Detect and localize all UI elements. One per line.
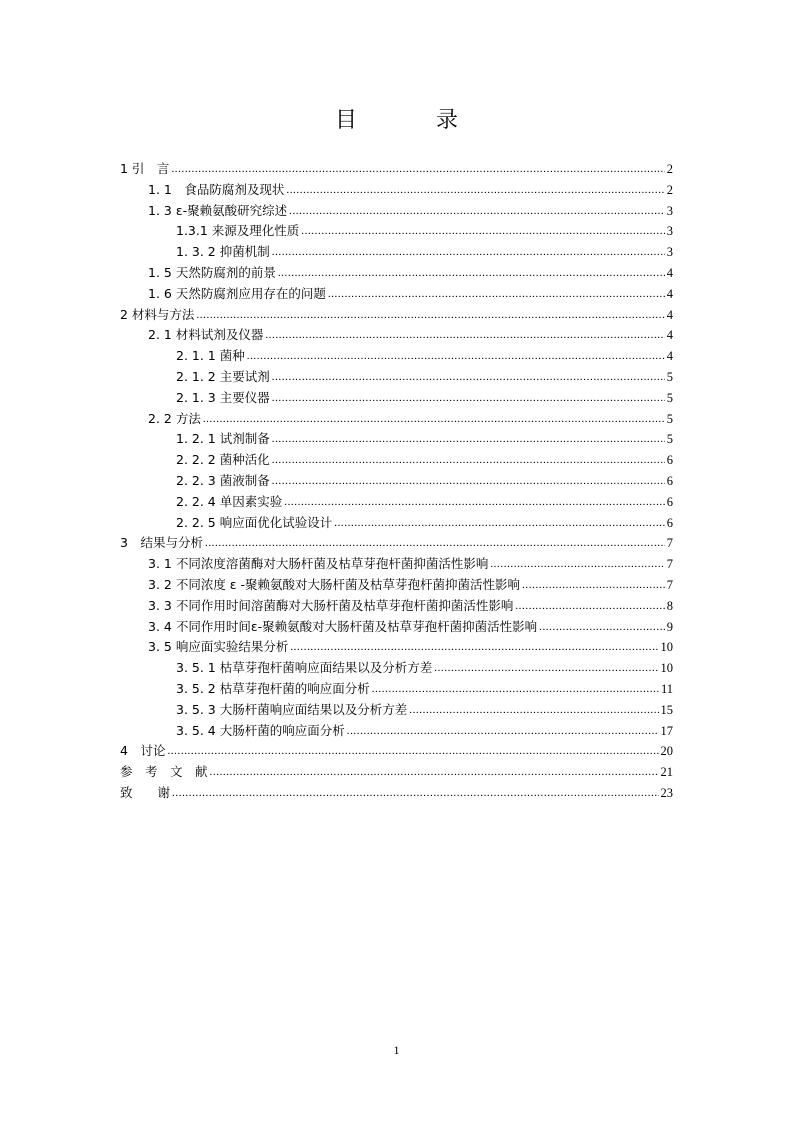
toc-leader-dots xyxy=(203,409,665,430)
toc-leader-dots xyxy=(522,575,665,596)
toc-entry[interactable] xyxy=(120,346,673,367)
toc-entry-label: 2. 2. 3 菌液制备 xyxy=(176,472,270,488)
toc-entry-label: 3. 4 不同作用时间ε-聚赖氨酸对大肠杆菌及枯草芽孢杆菌抑菌活性影响 xyxy=(148,618,538,634)
toc-entry-page: 4 xyxy=(666,286,673,301)
toc-leader-dots xyxy=(196,305,664,326)
toc-entry-page: 3 xyxy=(666,203,673,218)
toc-leader-dots xyxy=(290,637,658,658)
toc-leader-dots xyxy=(272,471,665,492)
toc-leader-dots xyxy=(167,741,658,762)
toc-entry-page: 4 xyxy=(666,307,673,322)
toc-entry-label: 1. 3 ε-聚赖氨酸研究综述 xyxy=(148,202,288,218)
toc-entry-page: 17 xyxy=(660,723,673,738)
toc-entry-label: 3. 1 不同浓度溶菌酶对大肠杆菌及枯草芽孢杆菌抑菌活性影响 xyxy=(148,556,489,572)
toc-entry[interactable] xyxy=(120,596,673,617)
toc-leader-dots xyxy=(434,658,658,679)
toc-entry-page: 5 xyxy=(666,390,673,405)
toc-entry-page: 10 xyxy=(660,640,673,655)
toc-entry[interactable] xyxy=(120,305,673,326)
toc-entry-label: 2. 2 方法 xyxy=(148,410,201,426)
toc-entry[interactable] xyxy=(120,221,673,242)
toc-entry-label: 1. 3. 2 抑菌机制 xyxy=(176,244,270,260)
toc-leader-dots xyxy=(278,263,665,284)
toc-entry[interactable] xyxy=(120,159,673,180)
toc-entry-label: 参 考 文 献 xyxy=(120,764,208,780)
toc-entry[interactable] xyxy=(120,762,673,783)
toc-entry-page: 6 xyxy=(666,473,673,488)
toc-entry-page: 6 xyxy=(666,453,673,468)
toc-entry[interactable] xyxy=(120,367,673,388)
toc-entry-label: 3. 5. 2 枯草芽孢杆菌的响应面分析 xyxy=(176,680,370,696)
table-of-contents xyxy=(120,159,673,804)
toc-leader-dots xyxy=(289,201,665,222)
toc-entry[interactable] xyxy=(120,658,673,679)
toc-entry[interactable] xyxy=(120,450,673,471)
toc-entry-page: 15 xyxy=(660,702,673,717)
toc-entry-page: 7 xyxy=(666,536,673,551)
toc-entry-label: 2. 1. 1 菌种 xyxy=(176,348,245,364)
toc-entry[interactable] xyxy=(120,637,673,658)
toc-entry[interactable] xyxy=(120,180,673,201)
toc-entry[interactable] xyxy=(120,679,673,700)
toc-leader-dots xyxy=(265,325,664,346)
toc-leader-dots xyxy=(347,721,659,742)
toc-entry-page: 21 xyxy=(660,765,673,780)
toc-entry-label: 3. 5 响应面实验结果分析 xyxy=(148,639,289,655)
toc-entry-label: 1 引 言 xyxy=(120,161,170,176)
toc-leader-dots xyxy=(372,679,659,700)
toc-entry[interactable] xyxy=(120,721,673,742)
toc-leader-dots xyxy=(247,346,665,367)
toc-entry[interactable] xyxy=(120,700,673,721)
toc-entry-page: 9 xyxy=(666,619,673,634)
toc-entry-page: 20 xyxy=(660,744,673,759)
toc-leader-dots xyxy=(272,388,665,409)
toc-entry-label: 2. 2. 4 单因素实验 xyxy=(176,493,283,509)
toc-leader-dots xyxy=(539,617,665,638)
toc-entry[interactable] xyxy=(120,492,673,513)
toc-leader-dots xyxy=(272,450,665,471)
toc-entry-page: 11 xyxy=(660,681,673,696)
toc-entry[interactable] xyxy=(120,617,673,638)
toc-leader-dots xyxy=(210,762,659,783)
toc-entry-label: 2. 1. 2 主要试剂 xyxy=(176,368,270,384)
toc-entry-page: 5 xyxy=(666,369,673,384)
toc-entry-label: 1. 2. 1 试剂制备 xyxy=(176,431,270,447)
toc-entry[interactable] xyxy=(120,325,673,346)
toc-entry-page: 4 xyxy=(666,265,673,280)
page-number: 1 xyxy=(393,1043,400,1057)
toc-entry[interactable] xyxy=(120,242,673,263)
toc-leader-dots xyxy=(328,284,665,305)
toc-leader-dots xyxy=(301,221,664,242)
toc-entry-page: 3 xyxy=(666,245,673,260)
toc-entry-label: 4 讨论 xyxy=(120,743,166,759)
toc-entry-label: 致 谢 xyxy=(120,784,171,800)
toc-entry[interactable] xyxy=(120,409,673,430)
toc-entry-page: 5 xyxy=(666,411,673,426)
toc-entry-page: 7 xyxy=(666,577,673,592)
toc-leader-dots xyxy=(334,513,665,534)
toc-entry-label: 1. 1 食品防腐剂及现状 xyxy=(148,181,285,197)
toc-entry-page: 10 xyxy=(660,661,673,676)
toc-entry-page: 6 xyxy=(666,494,673,509)
toc-entry-page: 2 xyxy=(666,182,673,197)
toc-entry-label: 2. 2. 2 菌种活化 xyxy=(176,452,270,468)
page-title: 目 录 xyxy=(335,108,494,133)
toc-entry-label: 2 材料与方法 xyxy=(120,306,195,322)
toc-entry-label: 3. 5. 1 枯草芽孢杆菌响应面结果以及分析方差 xyxy=(176,660,433,676)
toc-leader-dots xyxy=(272,429,665,450)
toc-leader-dots xyxy=(409,700,658,721)
toc-entry[interactable] xyxy=(120,783,673,804)
toc-leader-dots xyxy=(272,367,665,388)
toc-leader-dots xyxy=(284,492,665,513)
toc-entry[interactable] xyxy=(120,284,673,305)
toc-entry[interactable] xyxy=(120,429,673,450)
toc-entry-page: 4 xyxy=(666,349,673,364)
toc-leader-dots xyxy=(490,554,664,575)
toc-entry-label: 1. 6 天然防腐剂应用存在的问题 xyxy=(148,285,326,301)
toc-entry-page: 5 xyxy=(666,432,673,447)
toc-entry-page: 2 xyxy=(666,162,673,176)
toc-entry-page: 7 xyxy=(666,557,673,572)
toc-entry-page: 8 xyxy=(666,598,673,613)
toc-entry[interactable] xyxy=(120,263,673,284)
toc-leader-dots xyxy=(172,783,658,804)
toc-entry-label: 3 结果与分析 xyxy=(120,535,203,551)
toc-entry-label: 2. 1 材料试剂及仪器 xyxy=(148,327,264,343)
toc-entry-label: 2. 1. 3 主要仪器 xyxy=(176,389,270,405)
toc-entry-label: 3. 5. 3 大肠杆菌响应面结果以及分析方差 xyxy=(176,701,408,717)
toc-leader-dots xyxy=(171,159,664,180)
toc-entry[interactable] xyxy=(120,471,673,492)
toc-entry-label: 3. 2 不同浓度 ε -聚赖氨酸对大肠杆菌及枯草芽孢杆菌抑菌活性影响 xyxy=(148,576,521,592)
toc-entry-page: 3 xyxy=(666,224,673,239)
toc-entry-page: 4 xyxy=(666,328,673,343)
toc-entry-page: 6 xyxy=(666,515,673,530)
toc-entry[interactable] xyxy=(120,741,673,762)
toc-entry[interactable] xyxy=(120,201,673,222)
toc-entry[interactable] xyxy=(120,513,673,534)
toc-entry-page: 23 xyxy=(660,785,673,800)
toc-entry[interactable] xyxy=(120,533,673,554)
toc-entry-label: 3. 3 不同作用时间溶菌酶对大肠杆菌及枯草芽孢杆菌抑菌活性影响 xyxy=(148,597,514,613)
toc-entry-label: 2. 2. 5 响应面优化试验设计 xyxy=(176,514,333,530)
toc-entry-label: 1. 5 天然防腐剂的前景 xyxy=(148,264,276,280)
toc-leader-dots xyxy=(272,242,665,263)
toc-entry-label: 3. 5. 4 大肠杆菌的响应面分析 xyxy=(176,722,345,738)
toc-leader-dots xyxy=(286,180,664,201)
toc-leader-dots xyxy=(515,596,664,617)
toc-entry[interactable] xyxy=(120,575,673,596)
toc-entry[interactable] xyxy=(120,554,673,575)
toc-leader-dots xyxy=(205,533,665,554)
toc-entry-label: 1.3.1 来源及理化性质 xyxy=(176,223,300,239)
toc-entry[interactable] xyxy=(120,388,673,409)
